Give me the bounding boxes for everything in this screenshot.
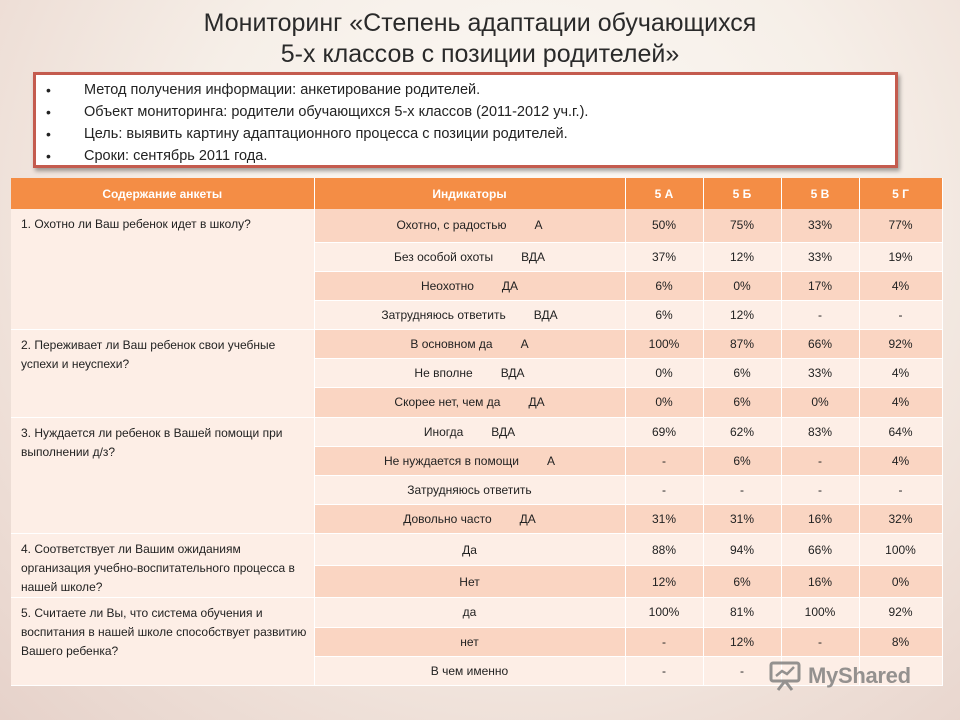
info-list — [36, 75, 895, 167]
indicator-code: ДА — [519, 512, 536, 526]
indicator-text: Затрудняюсь ответить — [407, 482, 532, 497]
indicator-code: ДА — [501, 278, 519, 293]
indicator-cell — [314, 388, 625, 417]
indicator-cell — [314, 242, 625, 271]
value-cell-5v: 33% — [781, 242, 859, 271]
value-cell-5g: 4% — [859, 446, 942, 475]
value-cell-5b: - — [703, 656, 781, 685]
table-row — [11, 598, 942, 627]
table-row — [11, 534, 942, 566]
indicator-code: А — [546, 453, 555, 468]
value-cell-5b: 6% — [703, 566, 781, 598]
indicator-code: ВДА — [521, 249, 545, 264]
value-cell-5v: 16% — [781, 504, 859, 533]
indicator-text: нет — [460, 634, 479, 649]
table-body — [11, 209, 942, 686]
value-cell-5b: 62% — [703, 417, 781, 446]
value-cell-5b: 12% — [703, 627, 781, 656]
value-cell-5a: - — [625, 627, 703, 656]
value-cell-5a: - — [625, 446, 703, 475]
header-5g: 5 Г — [859, 178, 942, 209]
value-cell-5b: 81% — [703, 598, 781, 627]
value-cell-5v: 83% — [781, 417, 859, 446]
watermark-text: MyShared — [808, 663, 911, 688]
value-cell-5v: - — [781, 300, 859, 329]
question-cell: 1. Охотно ли Ваш ребенок идет в школу? — [11, 209, 314, 330]
info-box — [33, 72, 898, 168]
indicator-code: ДА — [528, 395, 545, 410]
value-cell-5v: - — [781, 627, 859, 656]
info-item-dates: • Сроки: сентябрь 2011 года. — [84, 145, 895, 167]
indicator-cell — [314, 271, 625, 300]
value-cell-5b: 6% — [703, 359, 781, 388]
value-cell-5a: 0% — [625, 359, 703, 388]
monitoring-table — [11, 178, 943, 686]
value-cell-5g: 100% — [859, 534, 942, 566]
value-cell-5g: 92% — [859, 330, 942, 359]
indicator-text: Нет — [459, 574, 480, 589]
indicator-text: Не вполне — [414, 366, 473, 381]
indicator-cell — [314, 359, 625, 388]
info-item-method: • Метод получения информации: анкетирование родителей. — [84, 79, 895, 101]
indicator-text: да — [462, 605, 477, 620]
value-cell-5v: 0% — [781, 388, 859, 417]
value-cell-5a: 69% — [625, 417, 703, 446]
indicator-text: Не нуждается в помощи — [383, 453, 519, 468]
value-cell-5v: 33% — [781, 359, 859, 388]
value-cell-5v: 17% — [781, 271, 859, 300]
table-row — [11, 209, 942, 242]
indicator-text: Охотно, с радостью — [396, 218, 507, 233]
question-cell: 3. Нуждается ли ребенок в Вашей помощи при выполнении д/з? — [11, 417, 314, 534]
indicator-text: Довольно часто — [403, 512, 492, 526]
value-cell-5g: 4% — [859, 271, 942, 300]
value-cell-5g: 32% — [859, 504, 942, 533]
indicator-text: Иногда — [423, 424, 464, 439]
value-cell-5b: 75% — [703, 209, 781, 242]
table-row — [11, 330, 942, 359]
value-cell-5b: 12% — [703, 242, 781, 271]
value-cell-5a: 0% — [625, 388, 703, 417]
indicator-cell — [314, 475, 625, 504]
value-cell-5g: 19% — [859, 242, 942, 271]
title-line-1: Мониторинг «Степень адаптации обучающихся — [203, 9, 757, 37]
indicator-code: А — [520, 337, 529, 352]
header-content: Содержание анкеты — [11, 178, 314, 209]
indicator-text: В основном да — [410, 337, 493, 352]
value-cell-5v: - — [781, 446, 859, 475]
value-cell-5a: 6% — [625, 271, 703, 300]
header-5v: 5 В — [781, 178, 859, 209]
indicator-text: Неохотно — [420, 278, 474, 293]
indicator-text: В чем именно — [430, 663, 509, 678]
value-cell-5v: 66% — [781, 330, 859, 359]
info-item-object: • Объект мониторинга: родители обучающихся 5-х классов (2011-2012 уч.г.). — [84, 101, 895, 123]
value-cell-5a: - — [625, 656, 703, 685]
value-cell-5v: - — [781, 475, 859, 504]
header-indicators: Индикаторы — [314, 178, 625, 209]
value-cell-5a: 88% — [625, 534, 703, 566]
table-header-row — [11, 178, 942, 209]
indicator-code: ВДА — [533, 308, 558, 323]
value-cell-5b: - — [703, 475, 781, 504]
watermark — [768, 656, 911, 696]
indicator-cell — [314, 566, 625, 598]
question-cell: 5. Считаете ли Вы, что система обучения и воспитания в нашей школе способствует развитию Вашего ребенка? — [11, 598, 314, 686]
title-line-2: 5-х классов с позиции родителей» — [280, 40, 680, 68]
value-cell-5b: 12% — [703, 300, 781, 329]
value-cell-5b: 6% — [703, 446, 781, 475]
value-cell-5a: 12% — [625, 566, 703, 598]
indicator-text: Скорее нет, чем да — [394, 395, 501, 410]
indicator-cell — [314, 209, 625, 242]
value-cell-5g: 64% — [859, 417, 942, 446]
indicator-cell — [314, 300, 625, 329]
value-cell-5g: 92% — [859, 598, 942, 627]
value-cell-5v: 33% — [781, 209, 859, 242]
indicator-cell — [314, 598, 625, 627]
indicator-cell — [314, 330, 625, 359]
value-cell-5b: 6% — [703, 388, 781, 417]
value-cell-5a: 6% — [625, 300, 703, 329]
indicator-cell — [314, 656, 625, 685]
value-cell-5a: 100% — [625, 330, 703, 359]
value-cell-5g: - — [859, 300, 942, 329]
indicator-code: ВДА — [491, 424, 516, 439]
value-cell-5v: 66% — [781, 534, 859, 566]
value-cell-5g: 4% — [859, 388, 942, 417]
indicator-cell — [314, 417, 625, 446]
indicator-cell — [314, 627, 625, 656]
indicator-code: ВДА — [500, 366, 525, 381]
indicator-cell — [314, 446, 625, 475]
value-cell-5a: 31% — [625, 504, 703, 533]
info-item-goal: • Цель: выявить картину адаптационного процесса с позиции родителей. — [84, 123, 895, 145]
indicator-cell — [314, 534, 625, 566]
presentation-board-icon — [768, 659, 802, 693]
value-cell-5b: 31% — [703, 504, 781, 533]
value-cell-5v: 100% — [781, 598, 859, 627]
value-cell-5v: 16% — [781, 566, 859, 598]
value-cell-5g: - — [859, 475, 942, 504]
value-cell-5b: 94% — [703, 534, 781, 566]
header-5a: 5 А — [625, 178, 703, 209]
value-cell-5g: 8% — [859, 627, 942, 656]
indicator-text: Да — [462, 542, 477, 557]
page-title — [0, 8, 960, 70]
indicator-code: А — [534, 218, 543, 233]
value-cell-5g: 0% — [859, 566, 942, 598]
value-cell-5a: 50% — [625, 209, 703, 242]
indicator-text: Без особой охоты — [394, 249, 494, 264]
value-cell-5a: - — [625, 475, 703, 504]
question-cell: 4. Соответствует ли Вашим ожиданиям организация учебно-воспитательного процесса в нашей школе? — [11, 534, 314, 598]
header-5b: 5 Б — [703, 178, 781, 209]
value-cell-5g: 4% — [859, 359, 942, 388]
value-cell-5g: 77% — [859, 209, 942, 242]
table-row — [11, 417, 942, 446]
value-cell-5b: 0% — [703, 271, 781, 300]
value-cell-5a: 100% — [625, 598, 703, 627]
value-cell-5b: 87% — [703, 330, 781, 359]
value-cell-5a: 37% — [625, 242, 703, 271]
indicator-text: Затрудняюсь ответить — [381, 308, 506, 323]
indicator-cell — [314, 504, 625, 533]
question-cell: 2. Переживает ли Ваш ребенок свои учебные успехи и неуспехи? — [11, 330, 314, 417]
